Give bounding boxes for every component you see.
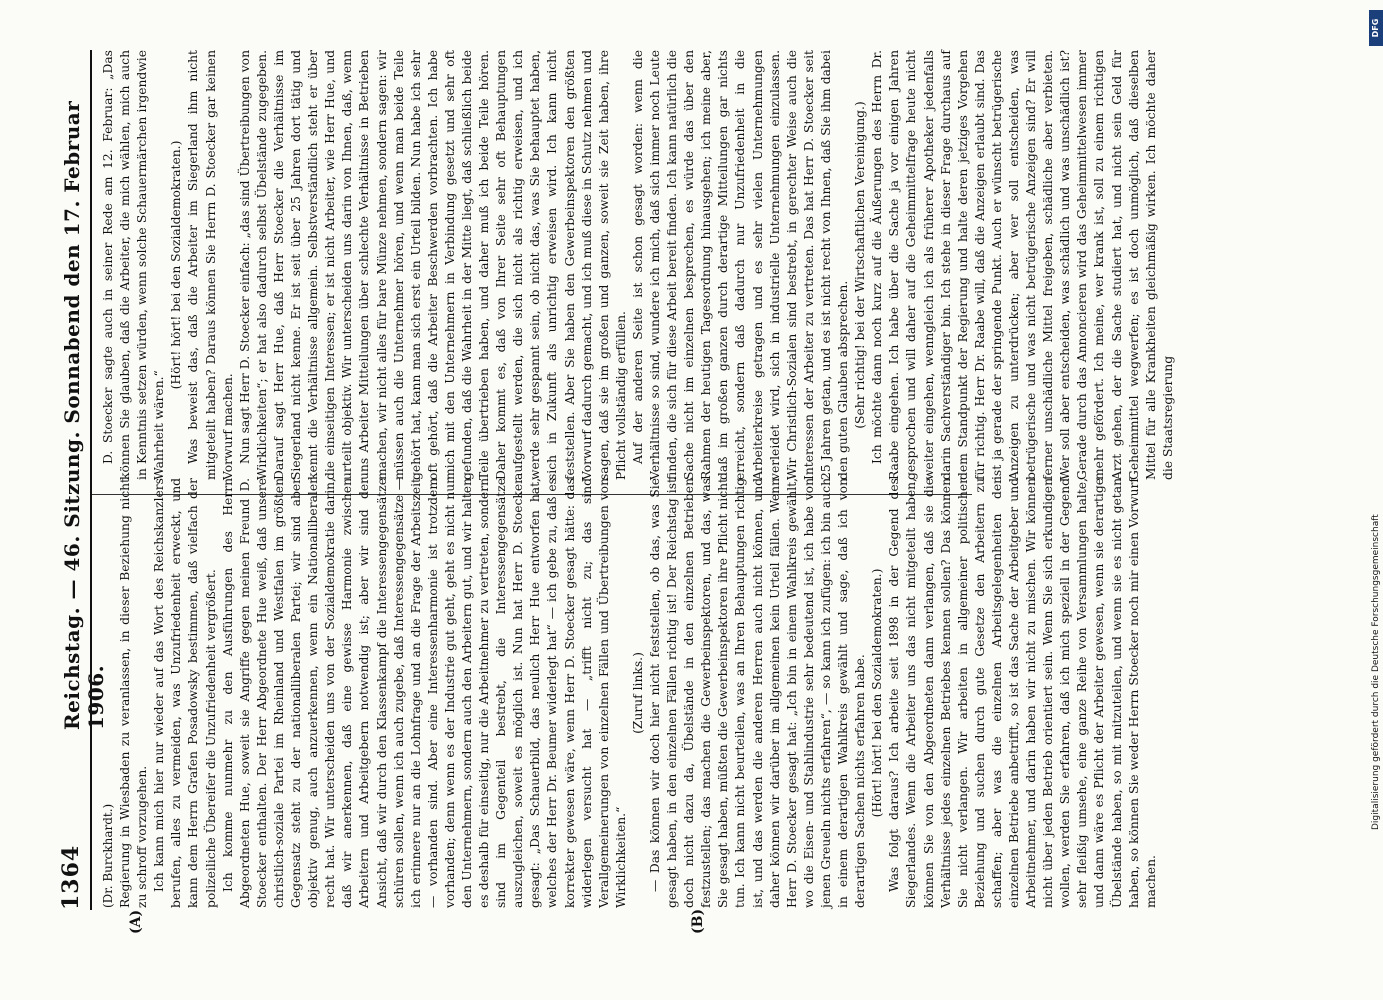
left-column bbox=[100, 478, 1160, 908]
paragraph: Was beweist das, daß die Arbeiter im Siegerland ihm nicht mitgeteilt haben? Daraus können Sie Herrn D. Stoecker gar keinen Vorwurf machen. bbox=[186, 50, 235, 480]
digitization-note: Digitalisierung gefördert durch die Deutsche Forschungsgemeinschaft bbox=[1371, 514, 1381, 830]
digitization-sidebar bbox=[1369, 10, 1383, 990]
margin-marker-b: (B) bbox=[690, 908, 706, 934]
interjection: (Hört! hört! bei den Sozialdemokraten.) bbox=[870, 568, 885, 818]
paragraph: Ich möchte dann noch kurz auf die Äußerungen des Herrn Dr. Raabe eingehen. Ich habe über die Sache ja vor einigen Jahren gesprochen und will daher auf die Geheimmittelfrage heute nicht weiter eingehen, wenngleich ich als früherer Apotheker jedenfalls darin Sachverständiger bin. Ich stehe in dieser Frage durchaus auf dem Standpunkt der Regierung und halte deren jetziges Vorgehen für richtig. Herr Dr. Raabe will, daß die Anzeigen erlaubt sind. Das ist ja gerade der springende Punkt. Auch er wünscht betrügerische Anzeigen zu unterdrücken; aber wer soll entscheiden, was betrügerische und was nicht betrügerische Anzeigen sind? Er will ferner unschädliche Mittel freigeben, schädliche aber verbieten. Wer soll aber entscheiden, was schädlich und was unschädlich ist? Gerade durch das Annoncieren wird das Geheimmittelwesen immer mehr gefördert. Ich meine, wer krank ist, soll zu einem richtigen Arzt gehen, der die Sache studiert hat, und nicht sein Geld für Geheimmittel wegwerfen; es ist doch unmöglich, daß dieselben Mittel für alle Krankheiten gleichmäßig wirken. Ich möchte daher die Staatsregierung bbox=[870, 50, 1175, 480]
right-column bbox=[100, 50, 1177, 480]
paragraph: Ich kann mich hier nur wieder auf das Wort des Reichskanzlers berufen, alles zu vermeiden, was Unzufriedenheit erweckt, und kann dem Herrn Grafen Posadowsky bestimmen, daß vielfach der polizeiliche Übereifer die Unzufriedenheit vergrößert. bbox=[152, 478, 218, 908]
page-number: 1364 bbox=[58, 844, 84, 910]
paragraph: Nun sagt Herr D. Stoecker einfach: „das sind Übertreibungen von Wirklichkeiten“; er hat also dadurch selbst Übelstände zugegeben. Darauf sagt Herr Hue, daß Herr Stoecker die Verhältnisse im Siegerland nicht kenne. Er ist seit über 25 Jahren dort tätig und kennt die Verhältnisse allgemein. Selbstverständlich steht er über die einseitigen Interessen; er ist nicht Arbeiter, wie Herr Hue, und urteilt objektiv. Wir unterscheiden uns darin von Ihnen, daß, wenn uns Arbeiter Mitteilungen über schlechte Verhältnisse in Betrieben machen, wir nicht alles für bare Münze nehmen, sondern sagen: wir müssen auch die Unternehmer hören, und wenn man beide Teile gehört hat, kann man sich erst ein Urteil bilden. Nun habe ich sehr oft gehört, daß die Arbeiter Beschwerden vorbrachten. Ich habe mich mit den Unternehmern in Verbindung gesetzt und sehr oft gefunden, daß die Wahrheit in der Mitte liegt, daß schließlich beide Teile übertrieben haben, und daher muß ich beide Teile hören. Daher kommt es, daß von Ihrer Seite sehr oft Behauptungen aufgestellt werden, die sich nicht als richtig erweisen, und ich werde sehr gespannt sein, ob nicht das, was Sie behauptet haben, sich in Zukunft als unrichtig erweisen wird. Ich kann nicht feststellen. Aber Sie haben den Gewerbeinspektoren den größten Vorwurf dadurch gemacht, und ich muß diese in Schutz nehmen und sagen, daß sie im großen und ganzen, soweit sie Zeit haben, ihre Pflicht vollständig erfüllen. bbox=[237, 50, 628, 480]
page-title: Reichstag. — 46. Sitzung. Sonnabend den 17. Februar 1906. bbox=[60, 100, 108, 730]
margin-marker-a: (A) bbox=[128, 909, 144, 934]
paragraph: Ich komme nunmehr zu den Ausführungen des Herrn Abgeordneten Hue, soweit sie Angriffe gegen meinen Freund D. Stoecker enthalten. Der Herr Abgeordnete Hue weiß, daß unsere christlich-soziale Partei im Rheinland und Westfalen im größten Gegensatz steht zu der nationalliberalen Partei; wir sind aber objektiv genug, auch anzuerkennen, wenn ein Nationalliberaler recht hat. Wir unterscheiden uns von der Sozialdemokratie darin, daß wir anerkennen, daß eine gewisse Harmonie zwischen Arbeitern und Arbeitgebern notwendig ist; aber wir sind der Ansicht, daß wir durch den Klassenkampf die Interessengegensätze schüren sollen, wenn ich auch zugebe, daß Interessengegensätze — ich erinnere nur an die Lohnfrage und an die Frage der Arbeitszeit — vorhanden sind. Aber eine Interessenharmonie ist trotzdem vorhanden; denn wenn es der Industrie gut geht, geht es nicht nur den Unternehmern, sondern auch den Arbeitern gut, und wir halten es deshalb für einseitig, nur die Arbeitnehmer zu vertreten, sondern sind im Gegenteil bestrebt, die Interessengegensätze auszugleichen, soweit es möglich ist. Nun hat Herr D. Stoecker gesagt: „Das Schauerbild, das neulich Herr Hue entworfen hat, welches der Herr Dr. Beumer widerlegt hat“ — ich gebe zu, daß es korrekter gewesen wäre, wenn Herr D. Stoecker gesagt hätte: das widerlegen versucht hat — „trifft nicht zu; das sind Verallgemeinerungen von einzelnen Fällen und Übertreibungen von Wirklichkeiten.“ bbox=[220, 478, 628, 908]
interjection: (Zuruf links.) bbox=[630, 652, 645, 734]
paragraph: Was folgt daraus? Ich arbeite seit 1898 in der Gegend des Siegerlandes. Wenn die Arbeiter uns das nicht mitgeteilt haben, können Sie von den Abgeordneten dann verlangen, daß sie die Verhältnisse jedes einzelnen Betriebes kennen sollen? Das können Sie nicht verlangen. Wir arbeiten in allgemeiner politischer Beziehung und suchen durch gute Gesetze den Arbeitern zu schaffen; aber was die einzelnen Arbeitsgelegenheiten der einzelnen Betriebe anbetrifft, so ist das Sache der Arbeitgeber und Arbeitnehmer, und darin haben wir nicht zu mischen. Wir können nicht über jeden Betrieb orientiert sein. Wenn Sie sich erkundigen wollen, werden Sie erfahren, daß ich mich speziell in der Gegend sehr fleißig umsehe, eine ganze Reihe von Versammlungen halte, und dann wäre es Pflicht der Arbeiter gewesen, wenn sie derartige Übelstände haben, so mit mitzuteilen, und wenn sie es nicht getan haben, so können Sie weder Herrn Stoecker noch mir einen Vorwurf machen. bbox=[887, 478, 1158, 908]
paragraph: D. Stoecker sagte auch in seiner Rede am 12. Februar: „Das können Sie glauben, daß die Arbeiter, die mich wählen, mich auch in Kenntnis setzen würden, wenn solche Schauermärchen irgendwie Wahrheit wären.“ bbox=[101, 50, 167, 480]
dfg-logo: DFG bbox=[1369, 10, 1383, 46]
paragraph: — Das können wir doch hier nicht feststellen, ob das, was Sie gesagt haben, in den einzelnen Fällen richtig ist! Der Reichstag ist doch nicht dazu da, Übelstände in den einzelnen Betrieben festzustellen; das machen die Gewerbeinspektoren, und das, was Sie gesagt haben, müßten die Gewerbeinspektoren ihre Pflicht nicht tun. Ich kann nicht beurteilen, was an Ihren Behauptungen richtig ist, und das werden die anderen Herren auch nicht können, und daher können wir darüber im allgemeinen kein Urteil fällen. Wenn Herr D. Stoecker gesagt hat: „Ich bin in einem Wahlkreis gewählt, wo die Eisen- und Stahlindustrie sehr bedeutend ist, ich habe von jenen Greueln nichts erfahren“, — so kann ich zufügen: ich bin auch in einem derartigen Wahlkreis gewählt und sage, daß ich von derartigen Sachen nichts erfahren habe. bbox=[648, 478, 868, 908]
speaker-label: (Dr. Burckhardt.) bbox=[101, 803, 115, 908]
paragraph: Auf der anderen Seite ist schon gesagt worden: wenn die Verhältnisse so sind, wundere ich mich, daß sich immer noch Leute finden, die sich für diese Arbeit bereit finden. Ich kann natürlich die Sache nicht im einzelnen besprechen, es würde das über den Rahmen der heutigen Tagesordnung hinausgehen; ich meine aber, daß im großen ganzen durch derartige Mitteilungen gar nichts erreicht, sondern daß dadurch nur Unzufriedenheit in die Arbeiterkreise getragen und es sehr vielen Unternehmungen verleidet wird, sich in industrielle Unternehmungen einzulassen. Wir Christlich-Sozialen sind bestrebt, in gerechter Weise auch die Interessen der Arbeiter zu vertreten. Das hat Herr D. Stoecker seit 25 Jahren getan, und es ist nicht recht von Ihnen, daß Sie ihm dabei den guten Glauben absprechen. bbox=[630, 50, 851, 480]
paragraph: Regierung in Wiesbaden zu veranlassen, in dieser Beziehung nicht zu schroff vorzugehen. bbox=[118, 478, 150, 908]
interjection: (Sehr richtig! bei der Wirtschaftlichen Vereinigung.) bbox=[853, 101, 868, 429]
interjection: (Hört! hört! bei den Sozialdemokraten.) bbox=[169, 140, 184, 390]
